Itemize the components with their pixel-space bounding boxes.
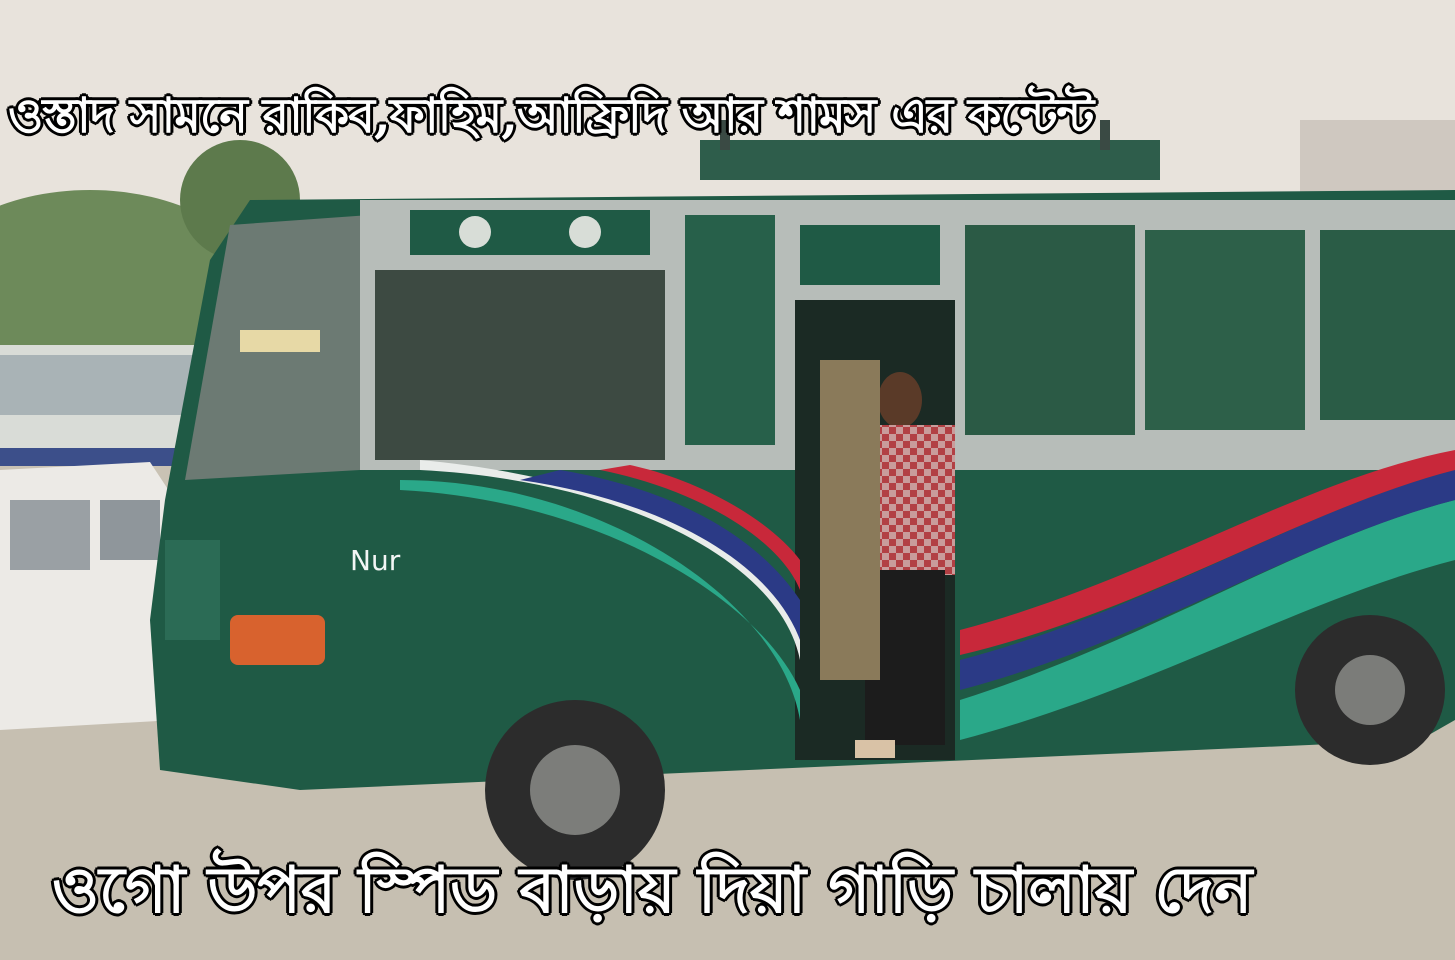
passenger [820,360,880,680]
top-caption: ওস্তাদ সামনে রাকিব,ফাহিম,আফ্রিদি আর শামস এর কন্টেন্ট [8,88,1094,144]
headlight [230,615,325,665]
window-3 [965,225,1135,435]
window-5 [1320,230,1455,420]
window-4 [1145,230,1305,430]
person-head [878,372,922,428]
window-2 [685,215,775,445]
bottom-caption: ওগো উপর স্পিড বাড়ায় দিয়া গাড়ি চালায় দেন [52,853,1253,928]
window-1 [375,270,665,460]
watermark: Nur [350,544,401,577]
